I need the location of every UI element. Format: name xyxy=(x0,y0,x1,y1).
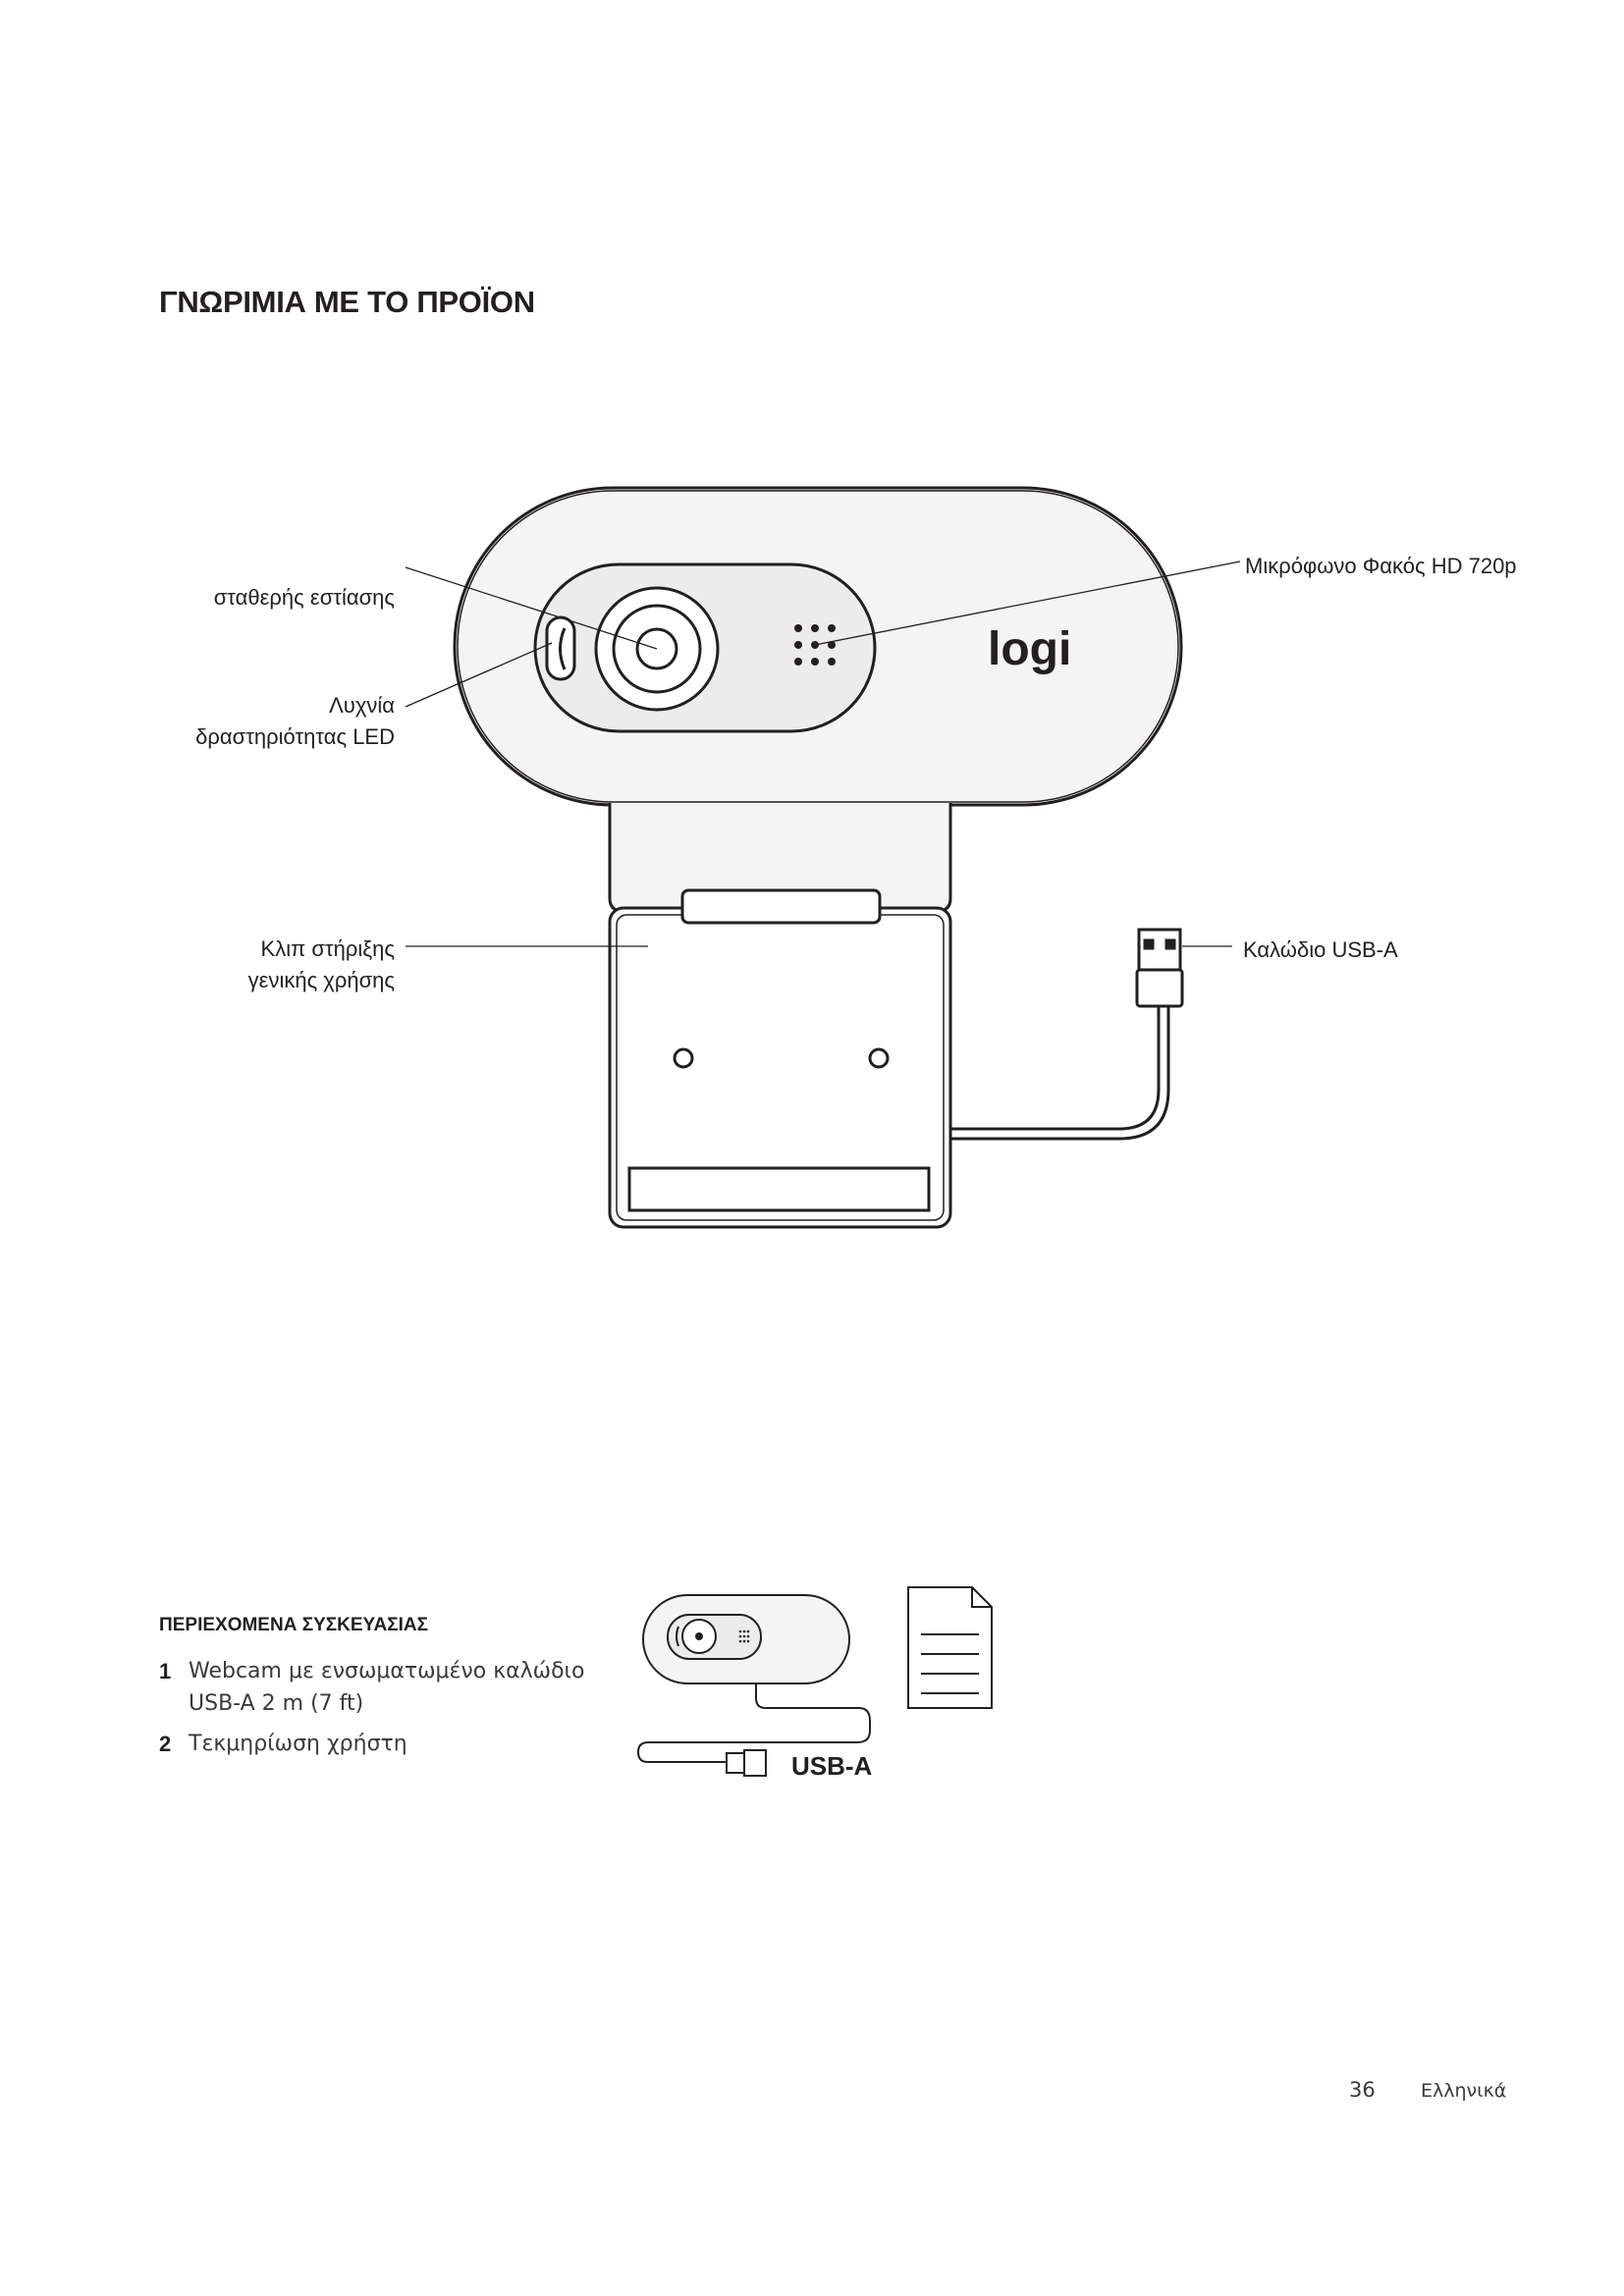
list-item-text-line1: Τεκμηρίωση χρήστη xyxy=(189,1732,407,1756)
list-item xyxy=(159,1728,611,1760)
list-item-number: 2 xyxy=(159,1732,172,1756)
callout-activity-led-line2: δραστηριότητας LED xyxy=(195,724,395,749)
list-item xyxy=(159,1655,611,1720)
callout-usb-cable-text: Καλώδιο USB-A xyxy=(1243,937,1398,962)
list-item-number: 1 xyxy=(159,1659,172,1683)
callout-clip xyxy=(118,934,395,996)
callout-activity-led-line1: Λυχνία xyxy=(329,693,395,718)
callout-usb-cable xyxy=(1243,934,1398,966)
logi-logo: logi xyxy=(988,623,1072,675)
callout-clip-line1: Κλιπ στήριξης xyxy=(260,936,395,961)
language-label: Ελληνικά xyxy=(1421,2080,1507,2102)
webcam-small-icon xyxy=(638,1595,870,1776)
page-title: ΓΝΩΡΙΜΙΑ ΜΕ ΤΟ ΠΡΟΪΟΝ xyxy=(159,285,535,319)
document-icon xyxy=(908,1587,992,1708)
callout-fixed-focus xyxy=(118,582,395,614)
callout-mic-lens xyxy=(1245,551,1517,582)
list-item-text-line2: USB-A 2 m (7 ft) xyxy=(189,1691,364,1716)
callout-activity-led xyxy=(118,690,395,753)
package-contents-title: ΠΕΡΙΕΧΟΜΕΝΑ ΣΥΣΚΕΥΑΣΙΑΣ xyxy=(159,1615,429,1635)
callout-clip-line2: γενικής χρήσης xyxy=(247,968,395,992)
callout-fixed-focus-text: σταθερής εστίασης xyxy=(213,585,395,610)
usb-a-label: USB-A xyxy=(791,1751,873,1781)
package-contents-list xyxy=(159,1655,611,1768)
callout-mic-lens-text: Μικρόφωνο Φακός HD 720p xyxy=(1245,554,1517,578)
page-number: 36 xyxy=(1349,2078,1376,2102)
usb-a-connector-icon xyxy=(950,930,1182,1139)
list-item-text-line1: Webcam με ενσωματωμένο καλώδιο xyxy=(189,1659,585,1683)
